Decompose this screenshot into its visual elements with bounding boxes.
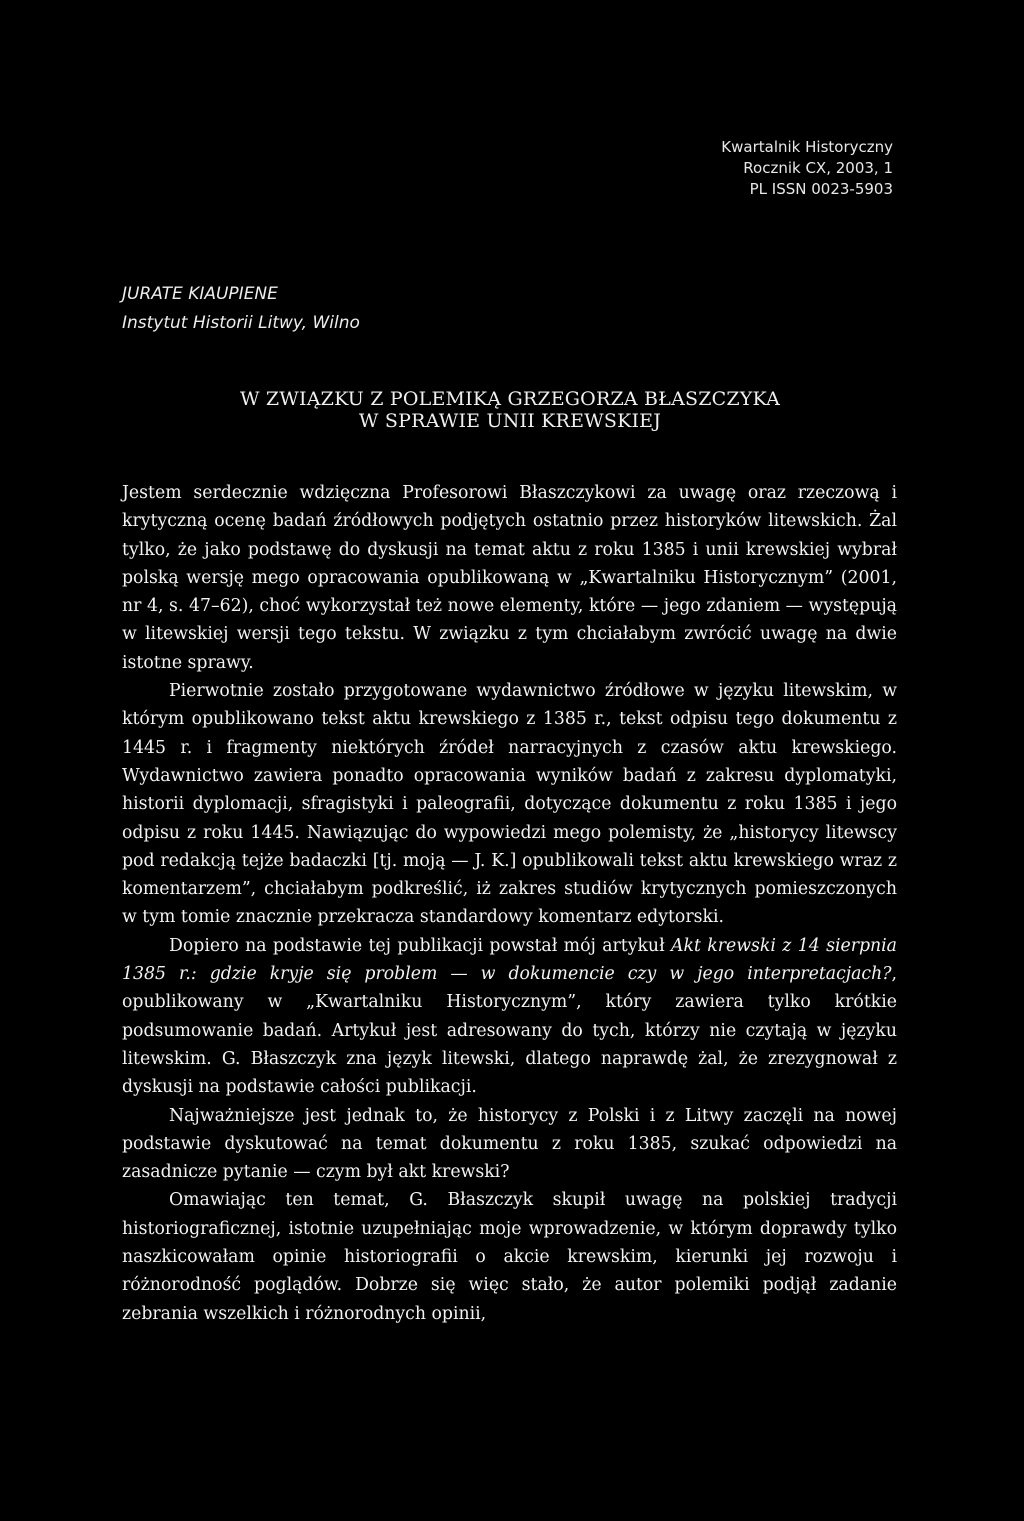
author-affiliation: Instytut Historii Litwy, Wilno bbox=[122, 313, 360, 333]
paragraph-1: Jestem serdecznie wdzięczna Profesorowi Błaszczykowi za uwagę oraz rzeczową i krytyczną ocenę badań źródłowych podjętych ostatnio przez historyków litewskich. Żal tylko, że jako podstawę do dyskusji na temat aktu z roku 1385 i unii krewskiej wybrał polską wersję mego opracowania opublikowaną w „Kwartalniku Historycznym” (2001, nr 4, s. 47–62), choć wykorzystał też nowe elementy, które — jego zdaniem — występują w litewskiej wersji tego tekstu. W związku z tym chciałabym zwrócić uwagę na dwie istotne sprawy. bbox=[122, 483, 897, 673]
journal-name: Kwartalnik Historyczny bbox=[721, 138, 893, 156]
journal-issn: PL ISSN 0023-5903 bbox=[749, 180, 893, 198]
article-body bbox=[122, 479, 897, 1328]
journal-volume: Rocznik CX, 2003, 1 bbox=[743, 159, 893, 177]
article-title-line-2: W SPRAWIE UNII KREWSKIEJ bbox=[358, 410, 662, 432]
author-name: JURATE KIAUPIENE bbox=[122, 284, 278, 304]
paragraph-5: Omawiając ten temat, G. Błaszczyk skupił uwagę na polskiej tradycji historiograficznej, istotnie uzupełniając moje wprowadzenie, w którym doprawdy tylko naszkicowałam opinie historiografii o akcie krewskim, kierunki jej rozwoju i różnorodność poglądów. Dobrze się więc stało, że autor polemiki podjął zadanie zebrania wszelkich i różnorodnych opinii, bbox=[122, 1190, 897, 1324]
author-block bbox=[122, 280, 360, 338]
article-title bbox=[122, 388, 898, 432]
paragraph-2: Pierwotnie zostało przygotowane wydawnictwo źródłowe w języku litewskim, w którym opublikowano tekst aktu krewskiego z 1385 r., tekst odpisu tego dokumentu z 1445 r. i fragmenty niektórych źródeł narracyjnych z czasów aktu krewskiego. Wydawnictwo zawiera ponadto opracowania wyników badań z zakresu dyplomatyki, historii dyplomacji, sfragistyki i paleografii, dotyczące dokumentu z roku 1385 i jego odpisu z roku 1445. Nawiązując do wypowiedzi mego polemisty, że „historycy litewscy pod redakcją tejże badaczki [tj. moją — J. K.] opublikowali tekst aktu krewskiego wraz z komentarzem”, chciałabym podkreślić, iż zakres studiów krytycznych pomieszczonych w tym tomie znacznie przekracza standardowy komentarz edytorski. bbox=[122, 681, 897, 928]
paragraph-4: Najważniejsze jest jednak to, że historycy z Polski i z Litwy zaczęli na nowej podstawie dyskutować na temat dokumentu z roku 1385, szukać odpowiedzi na zasadnicze pytanie — czym był akt krewski? bbox=[122, 1105, 897, 1183]
paragraph-3 bbox=[122, 932, 897, 1102]
cited-article-title: Akt krewski z 14 sierpnia 1385 r.: gdzie kryje się problem — w dokumencie czy w jego interpretacjach? bbox=[122, 935, 897, 985]
article-title-line-1: W ZWIĄZKU Z POLEMIKĄ GRZEGORZA BŁASZCZYKA bbox=[239, 388, 781, 410]
paragraph-3-rest: , opublikowany w „Kwartalniku Historycznym”, który zawiera tylko krótkie podsumowanie badań. Artykuł jest adresowany do tych, którzy nie czytają w języku litewskim. G. Błaszczyk zna język litewski, dlatego naprawdę żal, że zrezygnował z dyskusji na podstawie całości publikacji. bbox=[122, 964, 897, 1098]
journal-header bbox=[493, 137, 893, 200]
paragraph-3-lead: Dopiero na podstawie tej publikacji powstał mój artykuł bbox=[169, 935, 672, 956]
